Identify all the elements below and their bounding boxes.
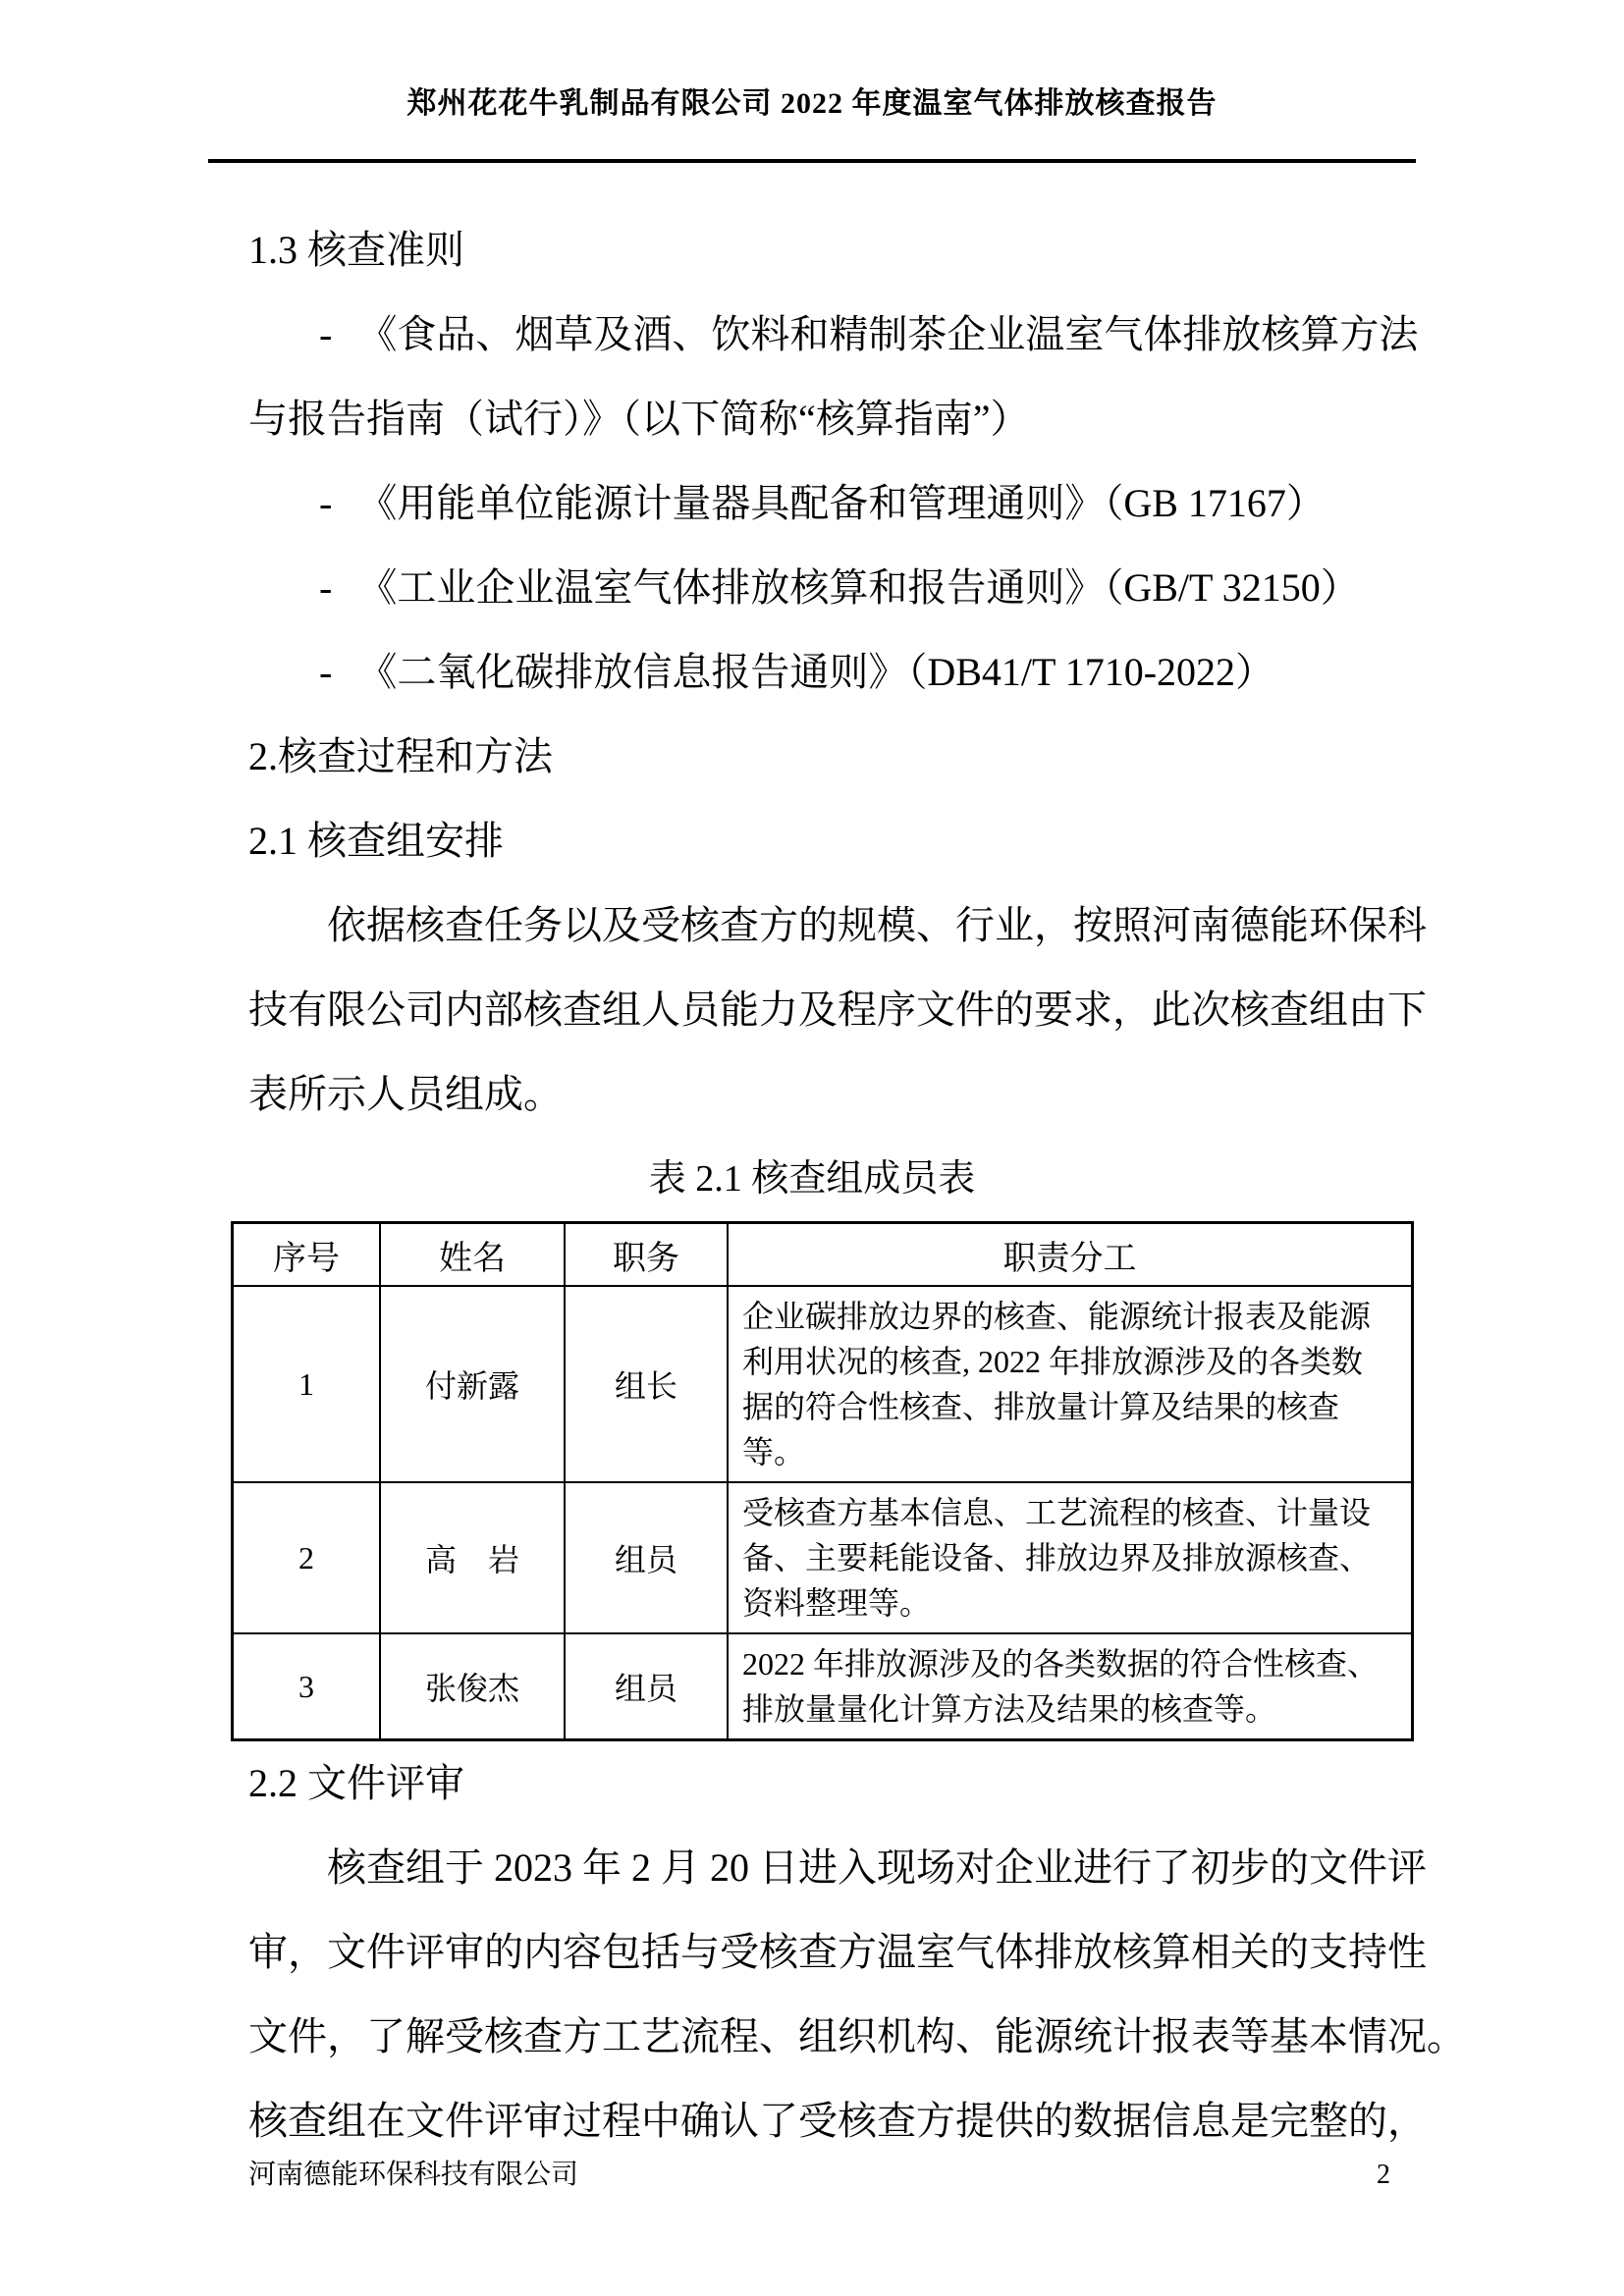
bullet-dash: - [319, 650, 333, 694]
row-2-duty-line: 受核查方基本信息、工艺流程的核查、计量设 [742, 1495, 1372, 1530]
row-2-role: 组员 [565, 1482, 728, 1633]
row-2-duty-line: 资料整理等。 [742, 1585, 932, 1621]
table-header-row [233, 1223, 1413, 1287]
table-row [233, 1633, 1413, 1740]
column-header-duty: 职责分工 [728, 1223, 1413, 1287]
row-3-name: 张俊杰 [380, 1633, 565, 1740]
bullet-dash: - [319, 565, 333, 610]
section-2-2-paragraph-line-1: 核查组于 2023 年 2 月 20 日进入现场对企业进行了初步的文件评 [327, 1845, 1427, 1890]
section-2-1-paragraph-line-1: 依据核查任务以及受核查方的规模、行业，按照河南德能环保科 [327, 903, 1427, 947]
row-1-duty-line: 企业碳排放边界的核查、能源统计报表及能源 [742, 1299, 1372, 1334]
row-2-duty [728, 1482, 1413, 1633]
row-1-no: 1 [233, 1286, 381, 1482]
criteria-bullet-1-text: 《食品、烟草及酒、饮料和精制茶企业温室气体排放核算方法 [357, 312, 1419, 356]
table-2-1-caption: 表 2.1 核查组成员表 [648, 1158, 976, 1200]
document-body-continued [248, 1741, 1466, 2163]
row-1-duty [728, 1286, 1413, 1482]
verification-team-table [231, 1221, 1414, 1741]
section-2-2-paragraph-line-3: 文件，了解受核查方工艺流程、组织机构、能源统计报表等基本情况。 [248, 2014, 1466, 2058]
row-1-duty-line: 据的符合性核查、排放量计算及结果的核查 [742, 1389, 1340, 1424]
footer-page-number: 2 [1377, 2160, 1390, 2190]
criteria-bullet-1-line-1 [248, 293, 1419, 377]
row-3-duty-line: 2022 年排放源涉及的各类数据的符合性核查、 [742, 1646, 1380, 1682]
row-1-duty-line: 等。 [742, 1434, 806, 1469]
row-1-role: 组长 [565, 1286, 728, 1482]
section-2-1-heading: 2.1 核查组安排 [248, 819, 504, 863]
row-1-name: 付新露 [380, 1286, 565, 1482]
criteria-bullet-4-text: 《二氧化碳排放信息报告通则》（DB41/T 1710-2022） [357, 650, 1275, 694]
page-footer [248, 2156, 1390, 2195]
table-row [233, 1482, 1413, 1633]
row-3-no: 3 [233, 1633, 381, 1740]
bullet-dash: - [319, 481, 333, 525]
column-header-role: 职务 [565, 1223, 728, 1287]
section-2-1-paragraph-line-2: 技有限公司内部核查组人员能力及程序文件的要求，此次核查组由下 [248, 988, 1427, 1032]
row-2-no: 2 [233, 1482, 381, 1633]
criteria-bullet-1-line-2: 与报告指南（试行）》（以下简称“核算指南”） [248, 397, 1030, 441]
row-2-duty-line: 备、主要耗能设备、排放边界及排放源核查、 [742, 1540, 1372, 1575]
row-3-duty-line: 排放量量化计算方法及结果的核查等。 [742, 1691, 1277, 1727]
criteria-bullet-4 [248, 630, 1376, 715]
bullet-dash: - [319, 312, 333, 356]
column-header-name: 姓名 [380, 1223, 565, 1287]
header-title: 郑州花花牛乳制品有限公司 2022 年度温室气体排放核查报告 [406, 87, 1218, 120]
section-1-3-heading: 1.3 核查准则 [248, 228, 464, 272]
table-row [233, 1286, 1413, 1482]
criteria-bullet-2 [248, 461, 1376, 546]
criteria-bullet-3-text: 《工业企业温室气体排放核算和报告通则》（GB/T 32150） [357, 565, 1360, 610]
section-2-2-heading: 2.2 文件评审 [248, 1761, 464, 1805]
row-2-duty-text [729, 1488, 1411, 1628]
criteria-bullet-3 [248, 546, 1376, 630]
row-3-duty-text [729, 1639, 1411, 1734]
column-header-no: 序号 [233, 1223, 381, 1287]
criteria-bullet-2-text: 《用能单位能源计量器具配备和管理通则》（GB 17167） [357, 481, 1326, 525]
row-2-name: 高 岩 [380, 1482, 565, 1633]
page-header [0, 0, 1624, 163]
section-2-2-paragraph-line-4: 核查组在文件评审过程中确认了受核查方提供的数据信息是完整的， [248, 2099, 1427, 2143]
footer-company: 河南德能环保科技有限公司 [248, 2160, 579, 2190]
row-1-duty-text [729, 1292, 1411, 1476]
section-2-heading: 2.核查过程和方法 [248, 734, 553, 778]
row-3-duty [728, 1633, 1413, 1740]
section-2-1-paragraph-line-3: 表所示人员组成。 [248, 1072, 563, 1116]
row-1-duty-line: 利用状况的核查, 2022 年排放源涉及的各类数 [742, 1344, 1364, 1379]
header-rule [208, 159, 1416, 163]
row-3-role: 组员 [565, 1633, 728, 1740]
section-2-2-paragraph-line-2: 审，文件评审的内容包括与受核查方温室气体排放核算相关的支持性 [248, 1930, 1427, 1974]
document-body [248, 208, 1427, 1137]
